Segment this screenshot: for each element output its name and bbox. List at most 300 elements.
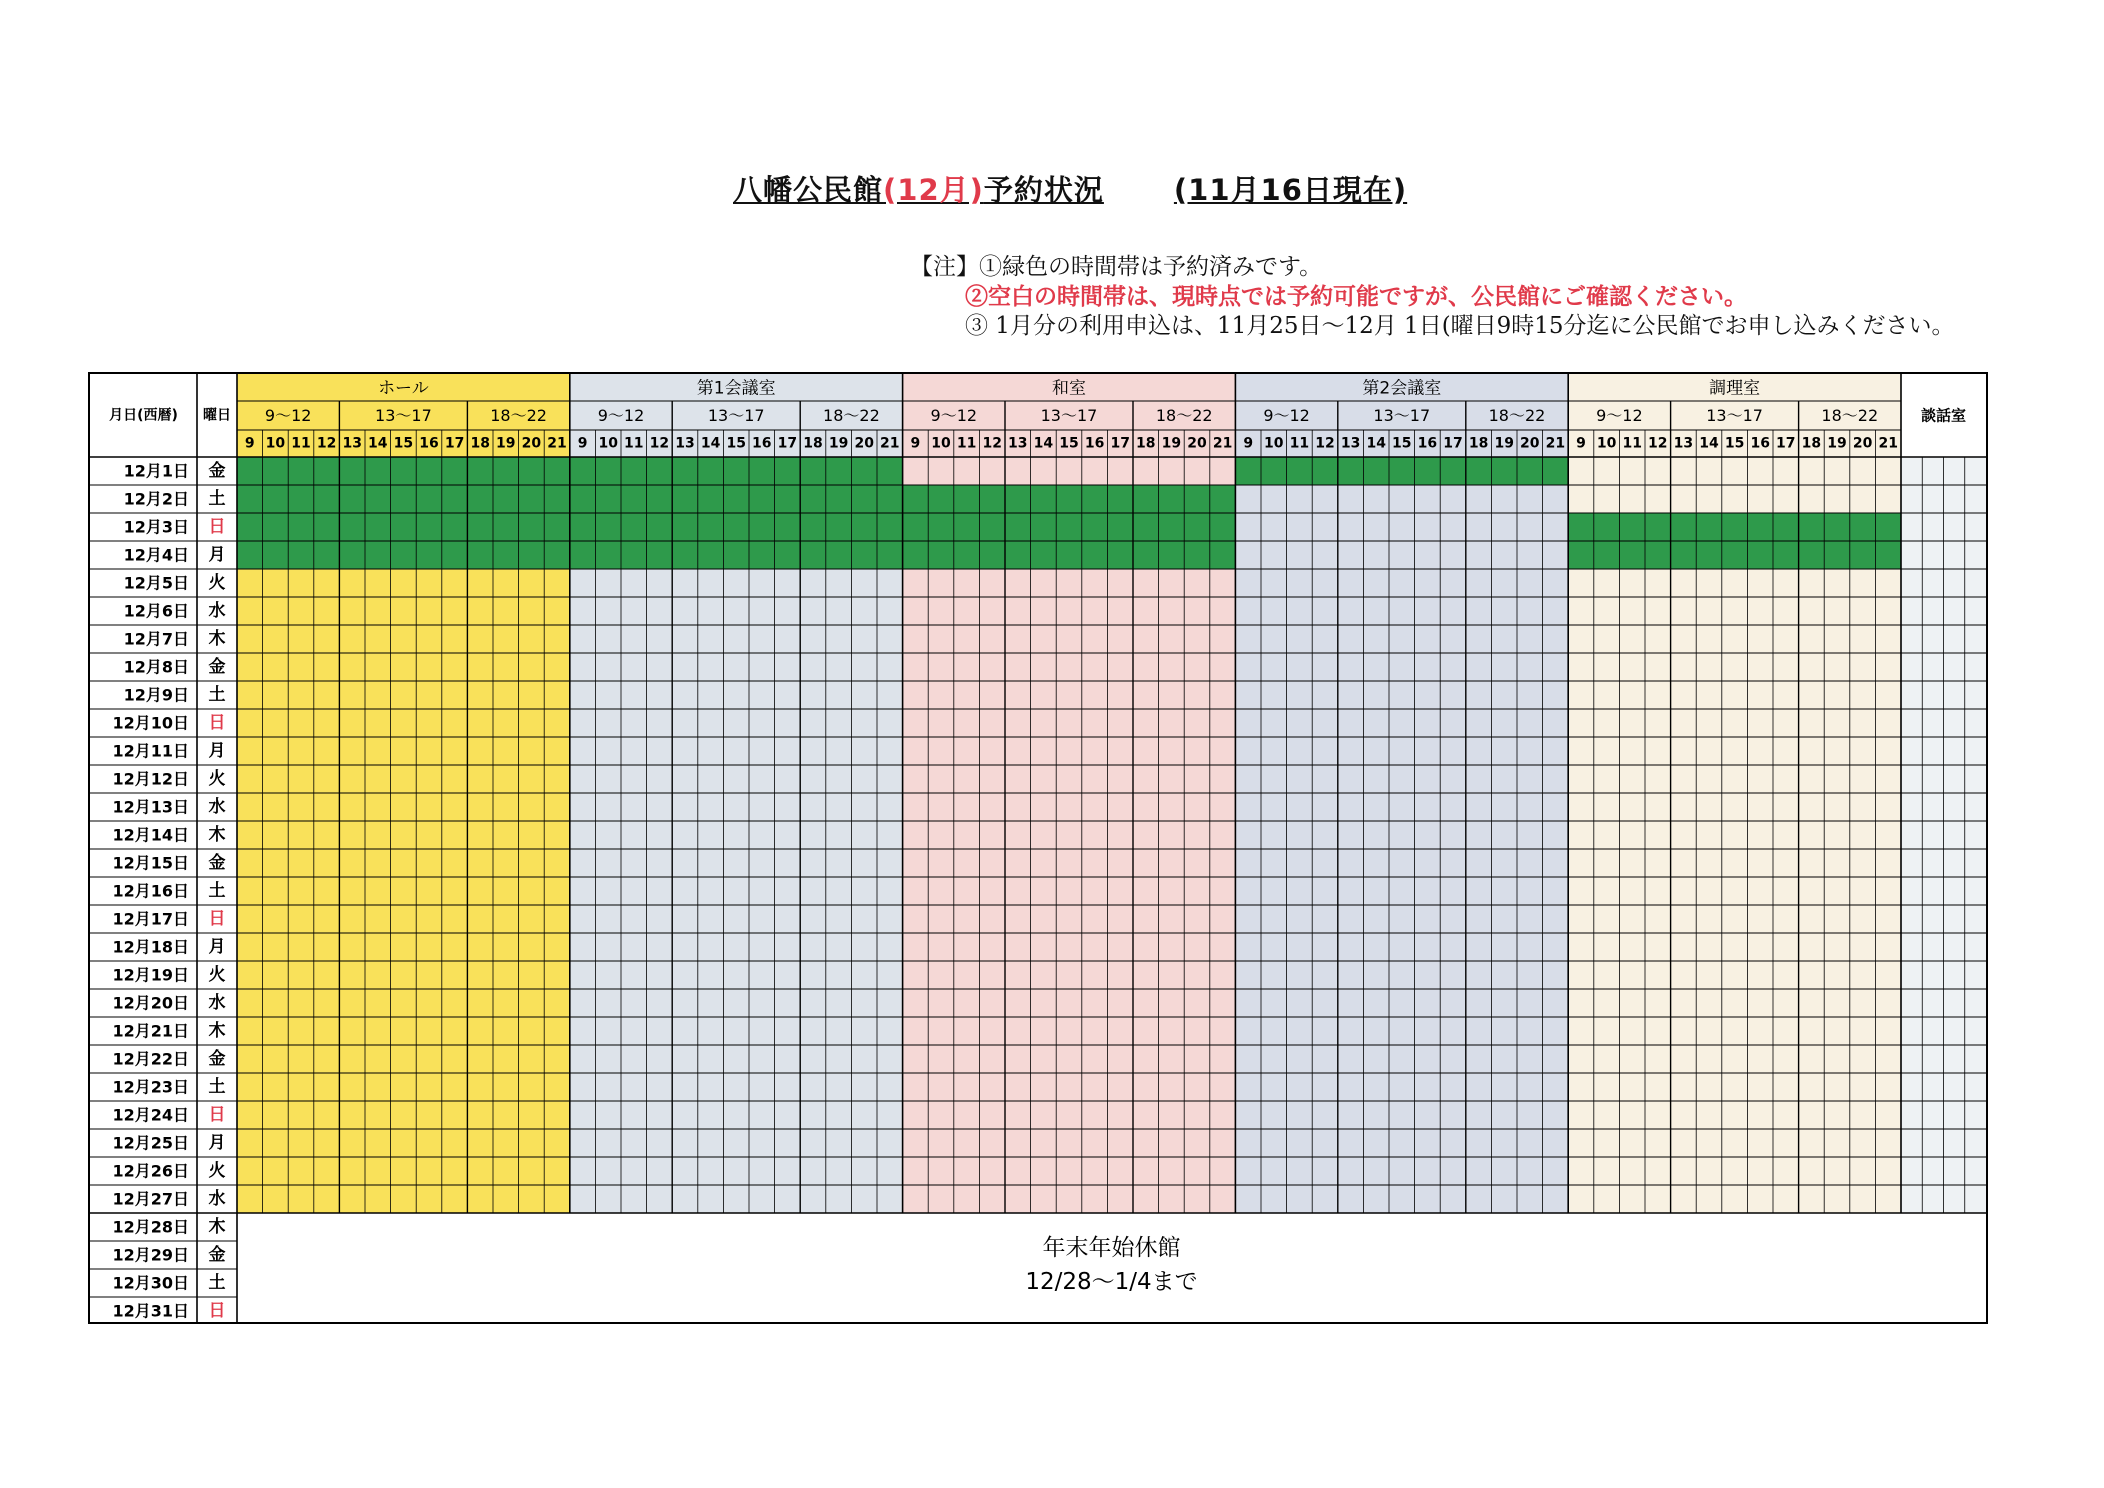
- hour-label: 19: [1827, 435, 1847, 452]
- time-block-label: 13～17: [707, 406, 765, 425]
- booked-slot: [1005, 541, 1031, 569]
- note-line-3: ③ 1月分の利用申込は、11月25日～12月 1日(曜日9時15分迄に公民館でお申し込みください。: [965, 313, 1955, 339]
- room-name: 調理室: [1709, 378, 1761, 399]
- booked-slot: [1056, 513, 1082, 541]
- booked-slot: [1005, 485, 1031, 513]
- booked-slot: [493, 513, 519, 541]
- booked-slot: [877, 541, 903, 569]
- date-cell: 12月2日: [123, 489, 189, 509]
- time-block-label: 9～12: [930, 406, 978, 425]
- booked-slot: [519, 457, 545, 485]
- hour-label: 12: [982, 435, 1002, 452]
- booked-slot: [1799, 513, 1825, 541]
- booked-slot: [851, 513, 877, 541]
- hour-label: 9: [1576, 435, 1586, 452]
- hour-label: 13: [675, 435, 695, 452]
- reservation-grid: [90, 374, 1986, 1322]
- booked-slot: [954, 485, 980, 513]
- room-column-bg: [1235, 374, 1568, 1213]
- booked-slot: [493, 457, 519, 485]
- hour-label: 10: [598, 435, 618, 452]
- booked-slot: [800, 457, 826, 485]
- booked-slot: [1338, 457, 1364, 485]
- booked-slot: [800, 513, 826, 541]
- booked-slot: [519, 541, 545, 569]
- booked-slot: [698, 541, 724, 569]
- booked-slot: [237, 485, 263, 513]
- booked-slot: [365, 513, 391, 541]
- booked-slot: [467, 457, 493, 485]
- booked-slot: [1824, 513, 1850, 541]
- hour-label: 17: [1776, 435, 1796, 452]
- booked-slot: [314, 513, 340, 541]
- booked-slot: [1184, 541, 1210, 569]
- room-column-bg: [1568, 374, 1901, 1213]
- booked-slot: [749, 457, 775, 485]
- booked-slot: [595, 485, 621, 513]
- weekday-cell: 木: [208, 825, 226, 845]
- booked-slot: [237, 457, 263, 485]
- hour-label: 13: [1673, 435, 1694, 452]
- weekday-cell: 土: [208, 489, 226, 509]
- time-block-label: 18～22: [1155, 406, 1213, 425]
- hour-label: 12: [649, 435, 670, 452]
- booked-slot: [1184, 485, 1210, 513]
- booked-slot: [442, 485, 468, 513]
- date-cell: 12月28日: [112, 1217, 189, 1237]
- hour-label: 10: [1264, 435, 1284, 452]
- booked-slot: [723, 541, 749, 569]
- booked-slot: [1107, 541, 1133, 569]
- date-cell: 12月6日: [123, 601, 189, 621]
- weekday-cell: 日: [208, 517, 226, 537]
- weekday-cell: 火: [208, 573, 226, 593]
- hour-label: 19: [1161, 435, 1182, 452]
- time-block-label: 18～22: [823, 406, 880, 425]
- booked-slot: [723, 485, 749, 513]
- booked-slot: [1696, 513, 1722, 541]
- weekday-cell: 土: [208, 685, 226, 705]
- hour-label: 21: [1878, 435, 1898, 452]
- reservation-table: [88, 372, 1988, 1324]
- booked-slot: [1671, 513, 1697, 541]
- booked-slot: [826, 541, 852, 569]
- hour-label: 11: [624, 435, 644, 452]
- notes: [910, 253, 1955, 341]
- time-block-label: 13～17: [375, 406, 432, 425]
- booked-slot: [1799, 541, 1825, 569]
- booked-slot: [1031, 541, 1057, 569]
- booked-slot: [851, 541, 877, 569]
- room-name: 和室: [1052, 378, 1086, 399]
- booked-slot: [621, 541, 647, 569]
- booked-slot: [237, 513, 263, 541]
- hour-label: 10: [1596, 435, 1617, 452]
- booked-slot: [723, 457, 749, 485]
- booked-slot: [263, 457, 289, 485]
- booked-slot: [749, 541, 775, 569]
- booked-slot: [672, 457, 698, 485]
- hour-label: 9: [244, 435, 255, 452]
- booked-slot: [237, 541, 263, 569]
- date-cell: 12月14日: [112, 825, 189, 845]
- hour-label: 21: [1212, 435, 1233, 452]
- booked-slot: [928, 541, 954, 569]
- date-cell: 12月7日: [123, 629, 189, 649]
- room-name: 第2会議室: [1362, 378, 1442, 399]
- booked-slot: [595, 457, 621, 485]
- booked-slot: [775, 457, 801, 485]
- date-cell: 12月26日: [112, 1161, 189, 1181]
- booked-slot: [672, 513, 698, 541]
- weekday-cell: 水: [208, 601, 226, 621]
- booked-slot: [467, 513, 493, 541]
- booked-slot: [647, 485, 673, 513]
- booked-slot: [1645, 513, 1671, 541]
- weekday-cell: 水: [208, 797, 226, 817]
- booked-slot: [339, 541, 365, 569]
- booked-slot: [954, 541, 980, 569]
- booked-slot: [1696, 541, 1722, 569]
- booked-slot: [570, 513, 596, 541]
- date-cell: 12月25日: [112, 1133, 189, 1153]
- date-cell: 12月16日: [112, 881, 189, 901]
- hour-label: 14: [1366, 435, 1386, 452]
- booked-slot: [1159, 513, 1185, 541]
- hour-label: 17: [777, 435, 798, 452]
- booked-slot: [1133, 485, 1159, 513]
- booked-slot: [365, 485, 391, 513]
- booked-slot: [442, 541, 468, 569]
- hour-label: 9: [910, 435, 921, 452]
- booked-slot: [570, 541, 596, 569]
- booked-slot: [1466, 457, 1492, 485]
- note-line-1: ①緑色の時間帯は予約済みです。: [979, 254, 1323, 280]
- booked-slot: [698, 485, 724, 513]
- time-block-label: 9～12: [1596, 406, 1643, 425]
- page-title: [733, 168, 1407, 209]
- booked-slot: [877, 513, 903, 541]
- date-cell: 12月3日: [123, 517, 189, 537]
- booked-slot: [1287, 457, 1313, 485]
- time-block-label: 9～12: [264, 406, 312, 425]
- booked-slot: [698, 457, 724, 485]
- hour-label: 11: [1289, 435, 1310, 452]
- weekday-cell: 月: [208, 741, 226, 761]
- hour-label: 18: [1468, 435, 1489, 452]
- hour-label: 9: [577, 435, 588, 452]
- booked-slot: [1210, 513, 1236, 541]
- weekday-cell: 火: [208, 769, 226, 789]
- hour-label: 18: [1801, 435, 1822, 452]
- booked-slot: [1850, 513, 1876, 541]
- booked-slot: [621, 457, 647, 485]
- booked-slot: [1568, 541, 1594, 569]
- title-main: 八幡公民館: [733, 173, 884, 207]
- hour-label: 21: [1545, 435, 1566, 452]
- booked-slot: [1159, 485, 1185, 513]
- booked-slot: [826, 485, 852, 513]
- booked-slot: [493, 541, 519, 569]
- booked-slot: [1440, 457, 1466, 485]
- hour-label: 21: [547, 435, 567, 452]
- hour-label: 12: [1315, 435, 1335, 452]
- booked-slot: [339, 457, 365, 485]
- weekday-cell: 日: [208, 713, 226, 733]
- booked-slot: [544, 541, 570, 569]
- hour-label: 19: [828, 435, 849, 452]
- booked-slot: [570, 485, 596, 513]
- weekday-cell: 水: [208, 993, 226, 1013]
- time-block-label: 18～22: [1821, 406, 1879, 425]
- date-cell: 12月23日: [112, 1077, 189, 1097]
- booked-slot: [903, 513, 929, 541]
- booked-slot: [544, 513, 570, 541]
- booked-slot: [826, 457, 852, 485]
- booked-slot: [1184, 513, 1210, 541]
- booked-slot: [365, 457, 391, 485]
- booked-slot: [954, 513, 980, 541]
- booked-slot: [1210, 485, 1236, 513]
- hour-label: 21: [880, 435, 900, 452]
- weekday-cell: 土: [208, 1077, 226, 1097]
- booked-slot: [1031, 485, 1057, 513]
- room-name: ホール: [378, 378, 429, 399]
- booked-slot: [1082, 485, 1108, 513]
- booked-slot: [263, 513, 289, 541]
- hour-label: 11: [291, 435, 311, 452]
- booked-slot: [800, 485, 826, 513]
- booked-slot: [1619, 541, 1645, 569]
- booked-slot: [391, 541, 417, 569]
- booked-slot: [775, 541, 801, 569]
- booked-slot: [1875, 513, 1901, 541]
- booked-slot: [1235, 457, 1261, 485]
- booked-slot: [672, 541, 698, 569]
- booked-slot: [288, 513, 314, 541]
- booked-slot: [416, 457, 442, 485]
- time-block-label: 13～17: [1706, 406, 1763, 425]
- weekday-cell: 土: [208, 881, 226, 901]
- hour-label: 20: [854, 435, 874, 452]
- booked-slot: [1773, 541, 1799, 569]
- hour-label: 16: [1417, 435, 1438, 452]
- date-column-header: 月日(西暦): [109, 407, 178, 424]
- hour-label: 19: [1494, 435, 1514, 452]
- hour-label: 11: [1622, 435, 1642, 452]
- booked-slot: [1159, 541, 1185, 569]
- booked-slot: [979, 513, 1005, 541]
- hour-label: 17: [1110, 435, 1130, 452]
- booked-slot: [365, 541, 391, 569]
- weekday-cell: 木: [208, 629, 226, 649]
- booked-slot: [544, 485, 570, 513]
- hour-label: 15: [1059, 435, 1079, 452]
- hour-label: 13: [342, 435, 362, 452]
- hour-label: 17: [444, 435, 465, 452]
- hour-label: 18: [803, 435, 823, 452]
- booked-slot: [1082, 541, 1108, 569]
- booked-slot: [595, 541, 621, 569]
- booked-slot: [339, 513, 365, 541]
- booked-slot: [519, 513, 545, 541]
- booked-slot: [1850, 541, 1876, 569]
- booked-slot: [877, 485, 903, 513]
- booked-slot: [288, 457, 314, 485]
- booked-slot: [1671, 541, 1697, 569]
- booked-slot: [442, 457, 468, 485]
- weekday-cell: 金: [208, 853, 226, 873]
- booked-slot: [647, 457, 673, 485]
- hour-label: 12: [1648, 435, 1668, 452]
- hour-label: 20: [1187, 435, 1207, 452]
- date-cell: 12月12日: [112, 769, 189, 789]
- weekday-cell: 金: [208, 1049, 226, 1069]
- hour-label: 14: [1699, 435, 1719, 452]
- booked-slot: [749, 485, 775, 513]
- date-cell: 12月31日: [112, 1301, 189, 1321]
- title-month: (12月): [883, 173, 984, 207]
- booked-slot: [1210, 541, 1236, 569]
- closed-area: [237, 1213, 1986, 1322]
- closed-notice-line-1: 年末年始休館: [1042, 1235, 1181, 1261]
- hour-label: 10: [931, 435, 951, 452]
- booked-slot: [851, 457, 877, 485]
- title-suffix: 予約状況: [983, 173, 1104, 207]
- weekday-cell: 金: [208, 461, 226, 481]
- hour-label: 20: [1852, 435, 1873, 452]
- booked-slot: [1005, 513, 1031, 541]
- booked-slot: [314, 485, 340, 513]
- booked-slot: [1107, 513, 1133, 541]
- weekday-cell: 木: [208, 1021, 226, 1041]
- hour-label: 15: [1392, 435, 1412, 452]
- booked-slot: [595, 513, 621, 541]
- date-cell: 12月5日: [123, 573, 189, 593]
- hour-label: 18: [1136, 435, 1156, 452]
- date-cell: 12月18日: [112, 937, 189, 957]
- booked-slot: [1261, 457, 1287, 485]
- weekday-cell: 日: [208, 1105, 226, 1125]
- booked-slot: [928, 485, 954, 513]
- booked-slot: [1722, 541, 1748, 569]
- weekday-cell: 火: [208, 1161, 226, 1181]
- weekday-cell: 月: [208, 545, 226, 565]
- booked-slot: [1619, 513, 1645, 541]
- booked-slot: [826, 513, 852, 541]
- booked-slot: [851, 485, 877, 513]
- date-cell: 12月8日: [123, 657, 189, 677]
- time-block-label: 9～12: [1263, 406, 1310, 425]
- booked-slot: [467, 541, 493, 569]
- booked-slot: [1056, 485, 1082, 513]
- booked-slot: [1363, 457, 1389, 485]
- booked-slot: [1133, 513, 1159, 541]
- hour-label: 12: [316, 435, 337, 452]
- booked-slot: [775, 485, 801, 513]
- booked-slot: [903, 485, 929, 513]
- hour-label: 13: [1340, 435, 1361, 452]
- date-cell: 12月20日: [112, 993, 189, 1013]
- time-block-label: 13～17: [1040, 406, 1098, 425]
- booked-slot: [288, 485, 314, 513]
- booked-slot: [1056, 541, 1082, 569]
- booked-slot: [1031, 513, 1057, 541]
- booked-slot: [1543, 457, 1569, 485]
- booked-slot: [288, 541, 314, 569]
- booked-slot: [263, 485, 289, 513]
- hour-label: 20: [1520, 435, 1540, 452]
- booked-slot: [1415, 457, 1441, 485]
- booked-slot: [416, 513, 442, 541]
- hour-label: 20: [521, 435, 542, 452]
- time-block-label: 18～22: [1488, 406, 1546, 425]
- booked-slot: [749, 513, 775, 541]
- booked-slot: [1491, 457, 1517, 485]
- booked-slot: [339, 485, 365, 513]
- date-cell: 12月24日: [112, 1105, 189, 1125]
- booked-slot: [314, 541, 340, 569]
- booked-slot: [263, 541, 289, 569]
- hour-label: 10: [265, 435, 286, 452]
- weekday-cell: 日: [208, 909, 226, 929]
- booked-slot: [1773, 513, 1799, 541]
- time-block-label: 13～17: [1373, 406, 1431, 425]
- weekday-cell: 土: [208, 1273, 226, 1293]
- booked-slot: [416, 541, 442, 569]
- room-name: 第1会議室: [696, 378, 776, 399]
- booked-slot: [672, 485, 698, 513]
- title-as-of: (11月16日現在): [1173, 173, 1408, 207]
- hour-label: 15: [726, 435, 746, 452]
- hour-label: 11: [956, 435, 977, 452]
- booked-slot: [979, 485, 1005, 513]
- date-cell: 12月4日: [123, 545, 189, 565]
- booked-slot: [1312, 457, 1338, 485]
- booked-slot: [903, 541, 929, 569]
- date-cell: 12月17日: [112, 909, 189, 929]
- date-cell: 12月22日: [112, 1049, 189, 1069]
- booked-slot: [1747, 513, 1773, 541]
- booked-slot: [1107, 485, 1133, 513]
- booked-slot: [1824, 541, 1850, 569]
- weekday-cell: 金: [208, 657, 226, 677]
- booked-slot: [1722, 513, 1748, 541]
- hour-label: 13: [1008, 435, 1028, 452]
- hour-label: 17: [1443, 435, 1463, 452]
- hour-label: 16: [1750, 435, 1770, 452]
- date-cell: 12月9日: [123, 685, 189, 705]
- booked-slot: [1082, 513, 1108, 541]
- weekday-cell: 月: [208, 1133, 226, 1153]
- date-cell: 12月15日: [112, 853, 189, 873]
- hour-label: 16: [1084, 435, 1105, 452]
- booked-slot: [416, 485, 442, 513]
- danwa-room-name: 談話室: [1920, 406, 1967, 425]
- weekday-cell: 日: [208, 1301, 226, 1321]
- booked-slot: [1594, 541, 1620, 569]
- booked-slot: [723, 513, 749, 541]
- booked-slot: [621, 485, 647, 513]
- booked-slot: [1517, 457, 1543, 485]
- booked-slot: [1594, 513, 1620, 541]
- booked-slot: [467, 485, 493, 513]
- date-cell: 12月1日: [123, 461, 189, 481]
- time-block-label: 18～22: [490, 406, 547, 425]
- weekday-cell: 火: [208, 965, 226, 985]
- booked-slot: [1389, 457, 1415, 485]
- hour-label: 9: [1243, 435, 1254, 452]
